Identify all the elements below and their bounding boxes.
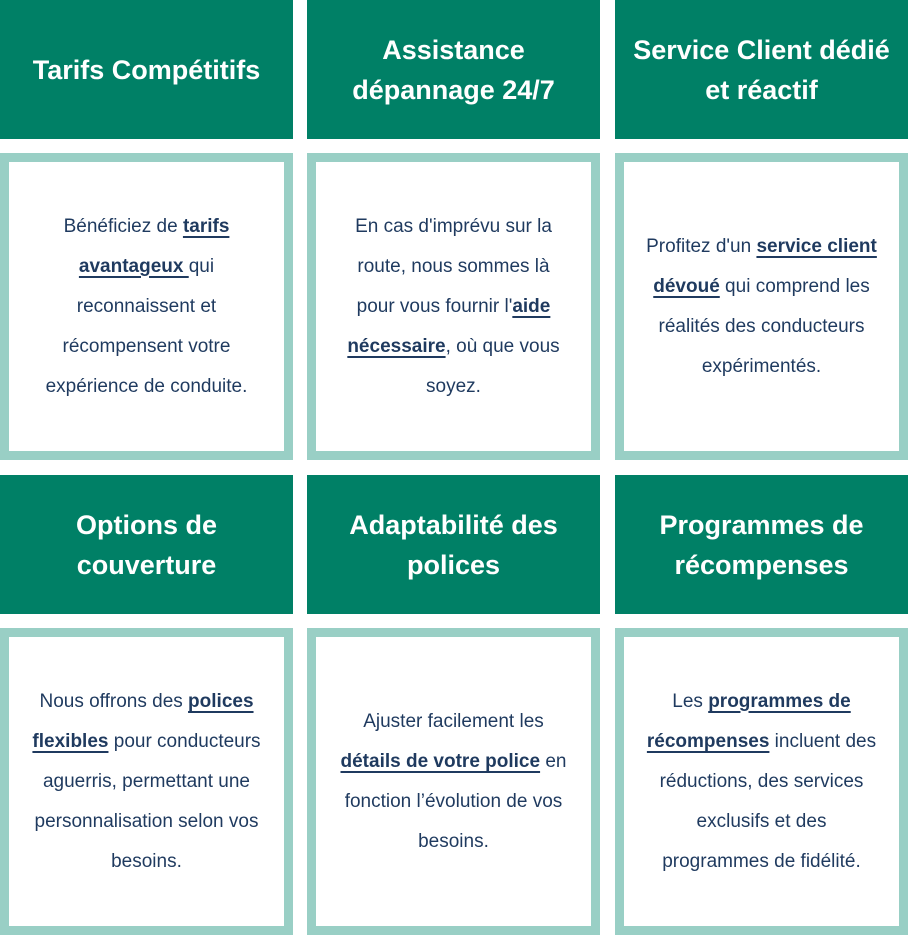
feature-description: Profitez d'un service client dévoué qui comprend les réalités des conducteurs expérimentés. xyxy=(646,235,877,377)
link-service-client-devoue[interactable]: service client dévoué xyxy=(653,235,877,297)
feature-title-adaptabilite xyxy=(307,475,600,614)
feature-description: Les programmes de récompenses incluent des réductions, des services exclusifs et des programmes de fidélité. xyxy=(646,690,877,872)
feature-card-assistance xyxy=(307,153,600,460)
feature-card-tarifs xyxy=(0,153,293,460)
feature-title-tarifs xyxy=(0,0,293,139)
feature-title-options-couverture xyxy=(0,475,293,614)
feature-title-assistance xyxy=(307,0,600,139)
feature-title-text: Adaptabilité des polices xyxy=(349,509,558,580)
link-polices-flexibles[interactable]: polices flexibles xyxy=(32,690,254,752)
feature-card-adaptabilite xyxy=(307,628,600,935)
link-tarifs-avantageux[interactable]: tarifs avantageux xyxy=(78,215,230,277)
feature-description: Bénéficiez de tarifs avantageux qui reconnaissent et récompensent votre expérience de conduite. xyxy=(45,215,248,397)
link-programmes-recompenses[interactable]: programmes de récompenses xyxy=(646,690,851,752)
feature-title-text: Assistance dépannage 24/7 xyxy=(352,34,555,105)
feature-title-text: Programmes de récompenses xyxy=(659,509,864,580)
link-aide-necessaire[interactable]: aide nécessaire xyxy=(347,295,551,357)
feature-description: Nous offrons des polices flexibles pour conducteurs aguerris, permettant une personnalisation selon vos besoins. xyxy=(32,690,261,872)
feature-title-text: Options de couverture xyxy=(76,509,217,580)
feature-title-text: Tarifs Compétitifs xyxy=(32,54,261,85)
feature-title-text: Service Client dédié et réactif xyxy=(633,34,890,105)
link-details-police[interactable]: détails de votre police xyxy=(340,750,541,772)
feature-description: En cas d'imprévu sur la route, nous sommes là pour vous fournir l'aide nécessaire, où que vous soyez. xyxy=(347,215,560,397)
feature-title-service-client xyxy=(615,0,908,139)
feature-card-options-couverture xyxy=(0,628,293,935)
feature-card-service-client xyxy=(615,153,908,460)
feature-description: Ajuster facilement les détails de votre police en fonction l’évolution de vos besoins. xyxy=(340,710,567,852)
feature-card-programmes-recompenses xyxy=(615,628,908,935)
feature-title-programmes-recompenses xyxy=(615,475,908,614)
